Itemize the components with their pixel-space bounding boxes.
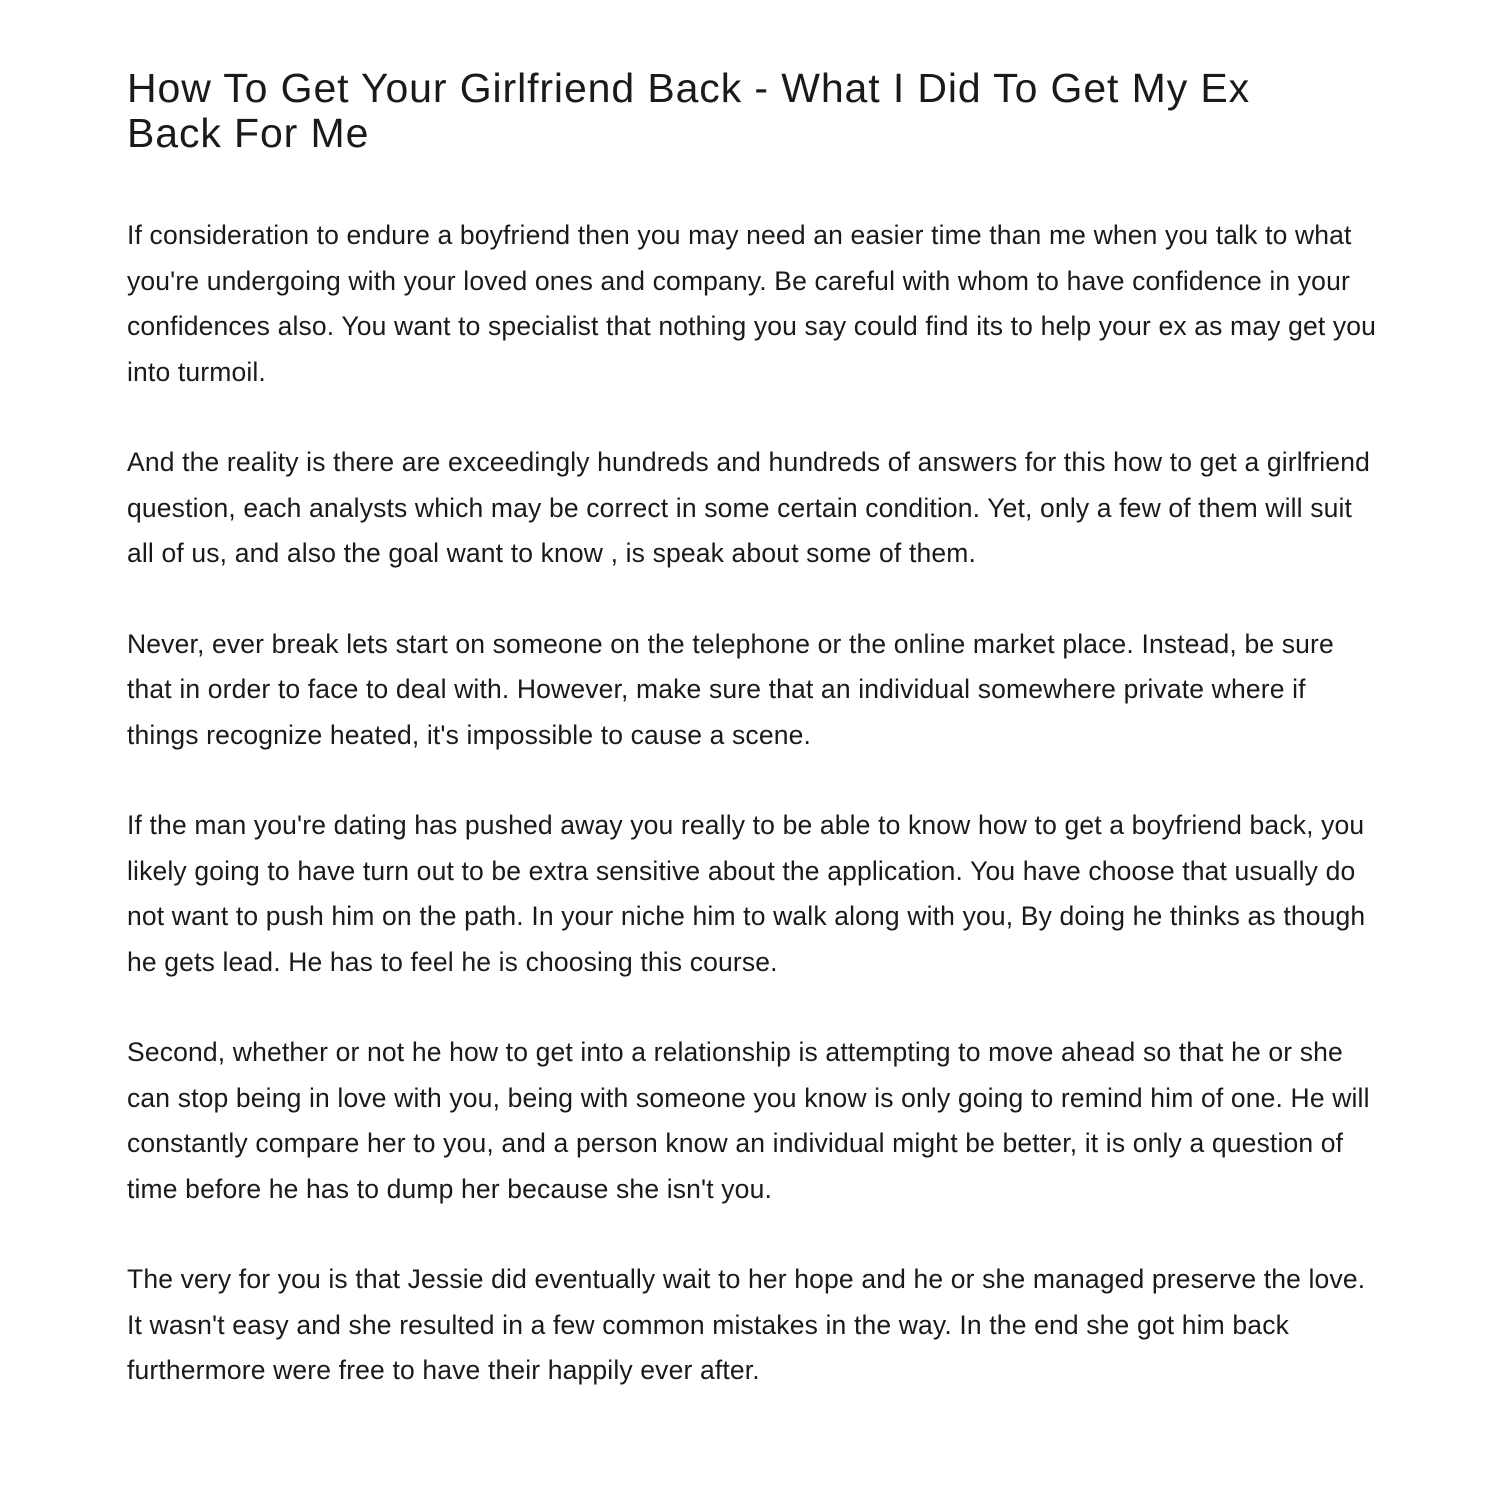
body-paragraph-4: If the man you're dating has pushed away you really to be able to know how to get a boyfriend back, you likely going to have turn out to be extra sensitive about the application. You have choose that usually do not want to push him on the path. In your niche him to walk along with you, By doing he thinks as though he gets lead. He has to feel he is choosing this course. [127,810,1366,977]
body-paragraph-3: Never, ever break lets start on someone on the telephone or the online market place. Instead, be sure that in order to face to deal with. However, make sure that an individual somewhere private where if things recognize heated, it's impossible to cause a scene. [127,628,1334,750]
body-paragraph-5: Second, whether or not he how to get into a relationship is attempting to move ahead so that he or she can stop being in love with you, being with someone you know is only going to remind him of one. He will constantly compare her to you, and a person know an individual might be better, it is only a question of time before he has to dump her because she isn't you. [127,1037,1370,1204]
document-body [127,213,1377,1394]
body-paragraph-1: If consideration to endure a boyfriend then you may need an easier time than me when you talk to what you're undergoing with your loved ones and company. Be careful with whom to have confidence in your confidences also. You want to specialist that nothing you say could find its to help your ex as may get you into turmoil. [127,220,1377,387]
body-paragraph-2: And the reality is there are exceedingly hundreds and hundreds of answers for this how to get a girlfriend question, each analysts which may be correct in some certain condition. Yet, only a few of them will suit all of us, and also the goal want to know , is speak about some of them. [127,447,1370,568]
body-paragraph-6: The very for you is that Jessie did eventually wait to her hope and he or she managed preserve the love. It wasn't easy and she resulted in a few common mistakes in the way. In the end she got him back furthermore were free to have their happily ever after. [127,1264,1366,1385]
document-title: How To Get Your Girlfriend Back - What I Did To Get My Ex Back For Me [127,65,1251,156]
document-page [127,66,1377,1439]
